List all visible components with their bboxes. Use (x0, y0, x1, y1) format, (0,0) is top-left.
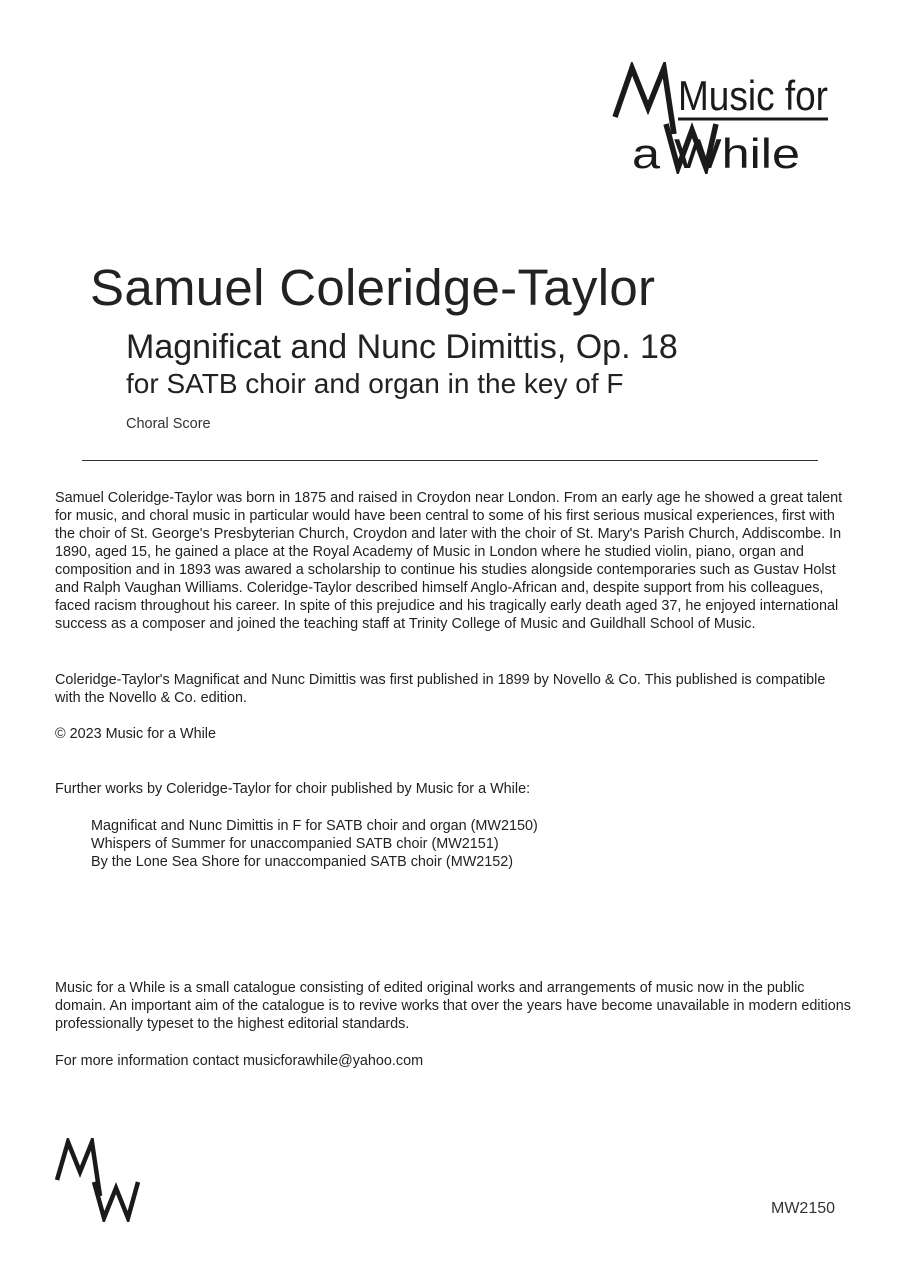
logo-text-line1: Music for (678, 72, 829, 119)
work-title: Magnificat and Nunc Dimittis, Op. 18 (126, 328, 678, 366)
catalogue-number: MW2150 (771, 1200, 836, 1217)
work-subtitle: for SATB choir and organ in the key of F (126, 368, 624, 399)
edition-type: Choral Score (126, 416, 211, 432)
music-for-a-while-logo (612, 62, 832, 174)
title-divider (82, 460, 818, 461)
further-work-item: Magnificat and Nunc Dimittis in F for SATB choir and organ (MW2150) (91, 818, 538, 834)
contact-line: For more information contact musicforawhile@yahoo.com (55, 1053, 424, 1069)
further-works-heading: Further works by Coleridge-Taylor for choir published by Music for a While: (55, 781, 531, 797)
about-paragraph: Music for a While is a small catalogue consisting of edited original works and arrangements of music now in the public domain. An important aim of the catalogue is to revive works that over the years have become unavailable in modern editions professionally typeset to the highest editorial standards. (55, 980, 851, 1032)
logo-text-line2: a While (632, 130, 800, 174)
mw-monogram-logo (54, 1138, 144, 1222)
biography-paragraph: Samuel Coleridge-Taylor was born in 1875 and raised in Croydon near London. From an early age he showed a great talent for music, and choral music in particular would have been central to some of his first serious musical experiences, first with the choir of St. George's Presbyterian Church, Croydon and later with the choir of St. Mary's Parish Church, Addiscombe. In 1890, aged 15, he gained a place at the Royal Academy of Music in London where he studied violin, piano, organ and composition and in 1893 was awared a scholarship to continue his studies alongside contemporaries such as Gustav Holst and Ralph Vaughan Williams. Coleridge-Taylor described himself Anglo-African and, despite support from his colleagues, faced racism throughout his career. In spite of this prejudice and his tragically early death aged 37, he enjoyed international success as a composer and joined the teaching staff at Trinity College of Music and Guildhall School of Music. (55, 490, 843, 632)
publication-note: Coleridge-Taylor's Magnificat and Nunc Dimittis was first published in 1899 by Novello & Co. This published is compatible with the Novello & Co. edition. (55, 672, 826, 706)
composer-name: Samuel Coleridge-Taylor (90, 259, 656, 316)
further-work-item: By the Lone Sea Shore for unaccompanied SATB choir (MW2152) (91, 854, 514, 870)
copyright-notice: © 2023 Music for a While (55, 726, 216, 742)
further-work-item: Whispers of Summer for unaccompanied SATB choir (MW2151) (91, 836, 499, 852)
further-works-list (91, 817, 538, 871)
